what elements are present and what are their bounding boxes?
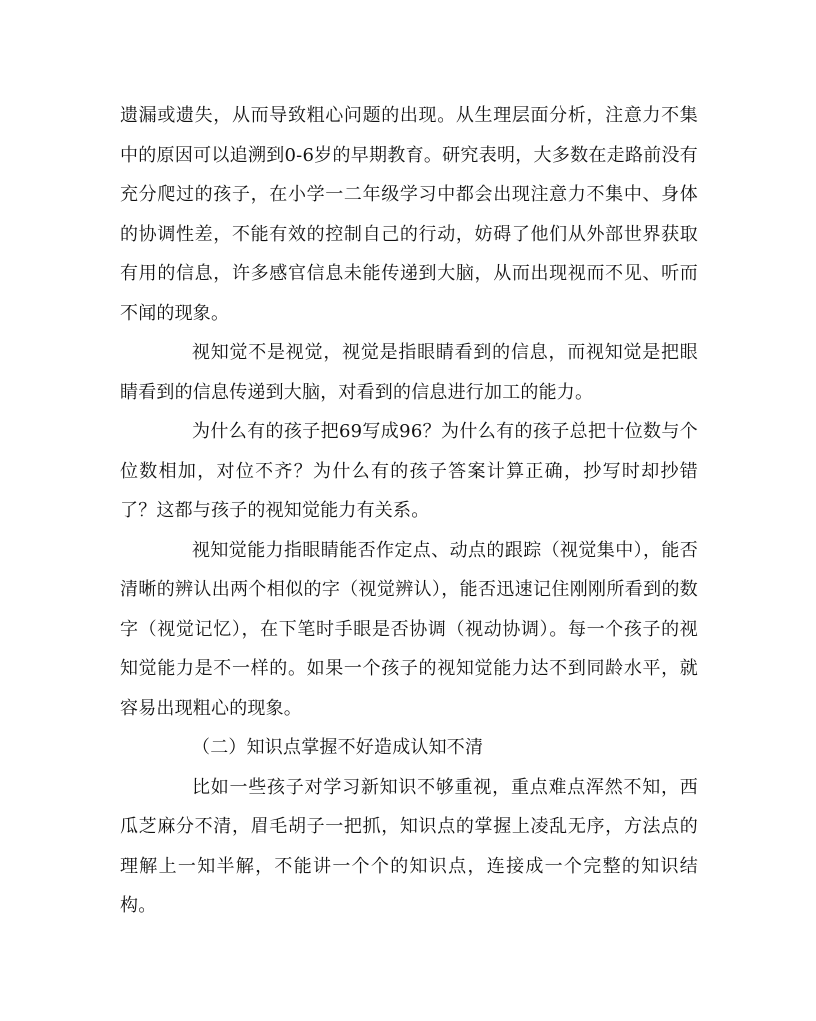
paragraph-why-questions: 为什么有的孩子把69写成96？为什么有的孩子总把十位数与个位数相加，对位不齐？为什么有的孩子答案计算正确，抄写时却抄错了？这都与孩子的视知觉能力有关系。 — [120, 421, 698, 521]
document-body — [120, 96, 698, 926]
paragraph-knowledge-points: 比如一些孩子对学习新知识不够重视，重点难点浑然不知，西瓜芝麻分不清，眉毛胡子一把抓，知识点的掌握上凌乱无序，方法点的理解上一知半解，不能讲一个个的知识点，连接成一个完整的知识结构。 — [120, 776, 698, 916]
paragraph-visual-perception-ability: 视知觉能力指眼睛能否作定点、动点的跟踪（视觉集中），能否清晰的辨认出两个相似的字（视觉辨认），能否迅速记住刚刚所看到的数字（视觉记忆），在下笔时手眼是否协调（视动协调）。每一个孩子的视知觉能力是不一样的。如果一个孩子的视知觉能力达不到同龄水平，就容易出现粗心的现象。 — [120, 539, 698, 719]
paragraph-visual-perception-definition: 视知觉不是视觉，视觉是指眼睛看到的信息，而视知觉是把眼睛看到的信息传递到大脑，对看到的信息进行加工的能力。 — [120, 342, 698, 403]
paragraph-continuation: 遗漏或遗失，从而导致粗心问题的出现。从生理层面分析，注意力不集中的原因可以追溯到0-6岁的早期教育。研究表明，大多数在走路前没有充分爬过的孩子，在小学一二年级学习中都会出现注意力不集中、身体的协调性差，不能有效的控制自己的行动，妨碍了他们从外部世界获取有用的信息，许多感官信息未能传递到大脑，从而出现视而不见、听而不闻的现象。 — [120, 105, 698, 324]
section-heading: （二）知识点掌握不好造成认知不清 — [192, 737, 484, 758]
